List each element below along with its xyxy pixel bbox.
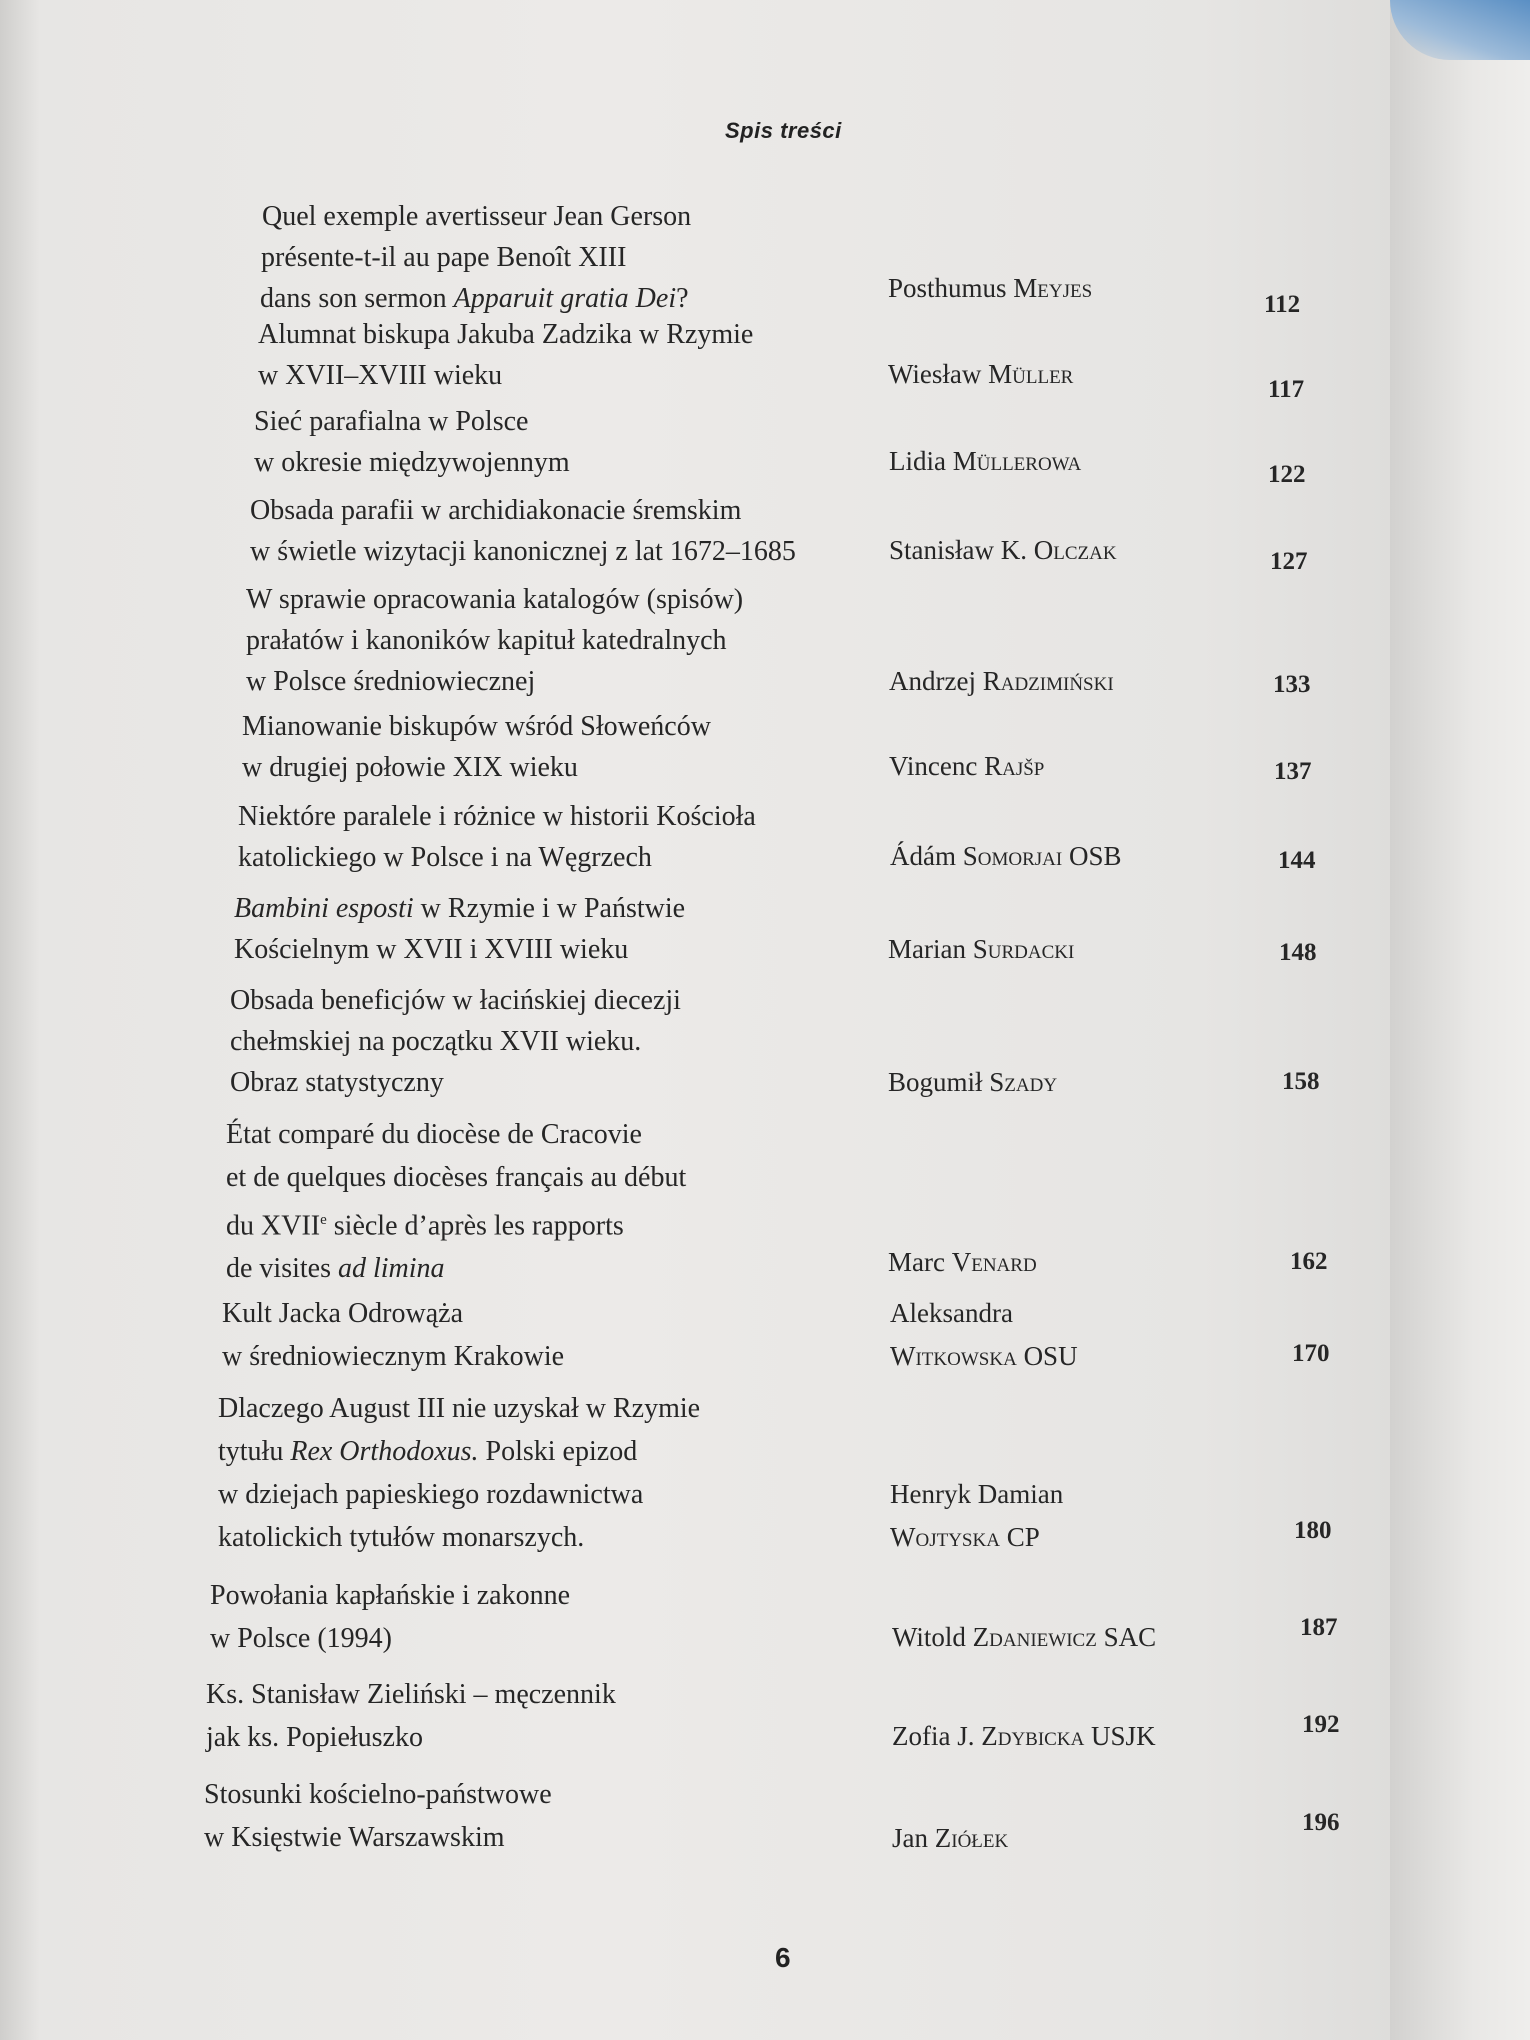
- entry-page: 117: [1268, 376, 1305, 403]
- entry-title: [204, 1773, 552, 1859]
- entry-author: Vincenc Rajšp: [889, 751, 1045, 781]
- running-head: Spis treści: [725, 118, 842, 143]
- entry-title: [226, 1113, 686, 1290]
- entry-page: 170: [1292, 1340, 1330, 1367]
- entry-page: 158: [1282, 1068, 1320, 1095]
- entry-author: Wiesław Müller: [888, 359, 1074, 389]
- entry-author: Jan Ziółek: [892, 1823, 1009, 1853]
- entry-title: [222, 1292, 564, 1378]
- entry-author: Stanisław K. Olczak: [889, 535, 1117, 565]
- entry-author: Marc Venard: [888, 1247, 1037, 1277]
- title-line: Mianowanie biskupów wśród Słoweńców: [242, 711, 711, 742]
- entry-author: Zofia J. Zdybicka USJK: [892, 1721, 1156, 1751]
- entry-title: [262, 196, 691, 319]
- title-line: Dlaczego August III nie uzyskał w Rzymie: [218, 1393, 701, 1424]
- entry-page: 137: [1274, 758, 1312, 785]
- title-line: w Polsce (1994): [210, 1623, 392, 1654]
- title-line: prałatów i kanoników kapituł katedralnych: [246, 625, 727, 656]
- title-line: w okresie międzywojennym: [254, 447, 570, 478]
- title-line: Powołania kapłańskie i zakonne: [210, 1580, 571, 1611]
- title-line: chełmskiej na początku XVII wieku.: [230, 1026, 642, 1057]
- title-line: Quel exemple avertisseur Jean Gerson: [262, 201, 692, 232]
- title-line: w średniowiecznym Krakowie: [222, 1341, 565, 1372]
- entry-page: 187: [1300, 1614, 1338, 1641]
- entry-title: [206, 1673, 616, 1759]
- title-line: W sprawie opracowania katalogów (spisów): [246, 584, 744, 615]
- page-number: 6: [775, 1942, 791, 1973]
- title-line: w świetle wizytacji kanonicznej z lat 1672–1685: [250, 536, 796, 567]
- page-edge: [1390, 0, 1530, 2040]
- entry-title: [238, 796, 756, 878]
- title-line: Obsada beneficjów w łacińskiej diecezji: [230, 985, 681, 1016]
- entry-author: Lidia Müllerowa: [889, 446, 1082, 476]
- entry-title: [218, 1387, 700, 1559]
- title-line: État comparé du diocèse de Cracovie: [226, 1119, 642, 1150]
- entry-title: [254, 401, 570, 483]
- title-line: Kościelnym w XVII i XVIII wieku: [234, 934, 629, 965]
- entry-author: Andrzej Radzimiński: [889, 666, 1114, 696]
- title-line: du XVIIe siècle d’après les rapports: [226, 1210, 624, 1242]
- title-line: tytułu Rex Orthodoxus. Polski epizod: [218, 1436, 638, 1467]
- title-line: Kult Jacka Odrowąża: [222, 1298, 464, 1329]
- title-line: w Polsce średniowiecznej: [246, 666, 536, 697]
- entry-author: Ádám Somorjai OSB: [890, 841, 1122, 871]
- entry-author: Bogumił Szady: [888, 1067, 1058, 1097]
- entry-title: [234, 888, 685, 970]
- title-line: w dziejach papieskiego rozdawnictwa: [218, 1479, 644, 1510]
- title-line: katolickich tytułów monarszych.: [218, 1522, 585, 1553]
- title-line: jak ks. Popiełuszko: [206, 1722, 423, 1753]
- entry-page: 162: [1290, 1248, 1328, 1275]
- entry-page: 196: [1302, 1809, 1340, 1836]
- entry-page: 127: [1270, 548, 1308, 575]
- entry-author: Marian Surdacki: [888, 934, 1075, 964]
- entry-page: 180: [1294, 1517, 1332, 1544]
- entry-page: 148: [1279, 939, 1317, 966]
- title-line: dans son sermon Apparuit gratia Dei?: [260, 283, 689, 314]
- entry-page: 122: [1268, 461, 1306, 488]
- title-line: Ks. Stanisław Zieliński – męczennik: [206, 1679, 616, 1710]
- entry-author: Posthumus Meyjes: [888, 273, 1093, 303]
- title-line: Obsada parafii w archidiakonacie śremskim: [250, 495, 742, 526]
- entry-page: 133: [1273, 671, 1311, 698]
- title-line: Niektóre paralele i różnice w historii Kościoła: [238, 801, 756, 832]
- entry-page: 192: [1302, 1711, 1340, 1738]
- title-line: w Księstwie Warszawskim: [204, 1822, 505, 1853]
- entry-title: [246, 579, 743, 702]
- entry-title: [230, 980, 681, 1103]
- title-line: w drugiej połowie XIX wieku: [242, 752, 578, 783]
- title-line: présente-t-il au pape Benoît XIII: [261, 242, 627, 273]
- title-line: Bambini esposti w Rzymie i w Państwie: [234, 893, 686, 924]
- title-line: Sieć parafialna w Polsce: [254, 406, 529, 437]
- title-line: Alumnat biskupa Jakuba Zadzika w Rzymie: [258, 319, 754, 350]
- entry-title: [250, 490, 796, 572]
- entry-page: 144: [1278, 847, 1316, 874]
- title-line: katolickiego w Polsce i na Węgrzech: [238, 842, 652, 873]
- title-line: Obraz statystyczny: [230, 1067, 444, 1098]
- title-line: w XVII–XVIII wieku: [258, 360, 503, 391]
- entry-author: Henryk Damian Wojtyska CP: [890, 1479, 1064, 1552]
- title-line: de visites ad limina: [226, 1253, 445, 1285]
- entry-title: [258, 314, 753, 396]
- entry-author: Aleksandra Witkowska OSU: [890, 1298, 1078, 1371]
- entry-title: [242, 706, 711, 788]
- title-line: Stosunki kościelno-państwowe: [204, 1779, 552, 1810]
- entry-page: 112: [1264, 291, 1301, 318]
- entry-title: [210, 1574, 570, 1660]
- title-line: et de quelques diocèses français au début: [226, 1162, 687, 1193]
- entry-author: Witold Zdaniewicz SAC: [892, 1622, 1157, 1652]
